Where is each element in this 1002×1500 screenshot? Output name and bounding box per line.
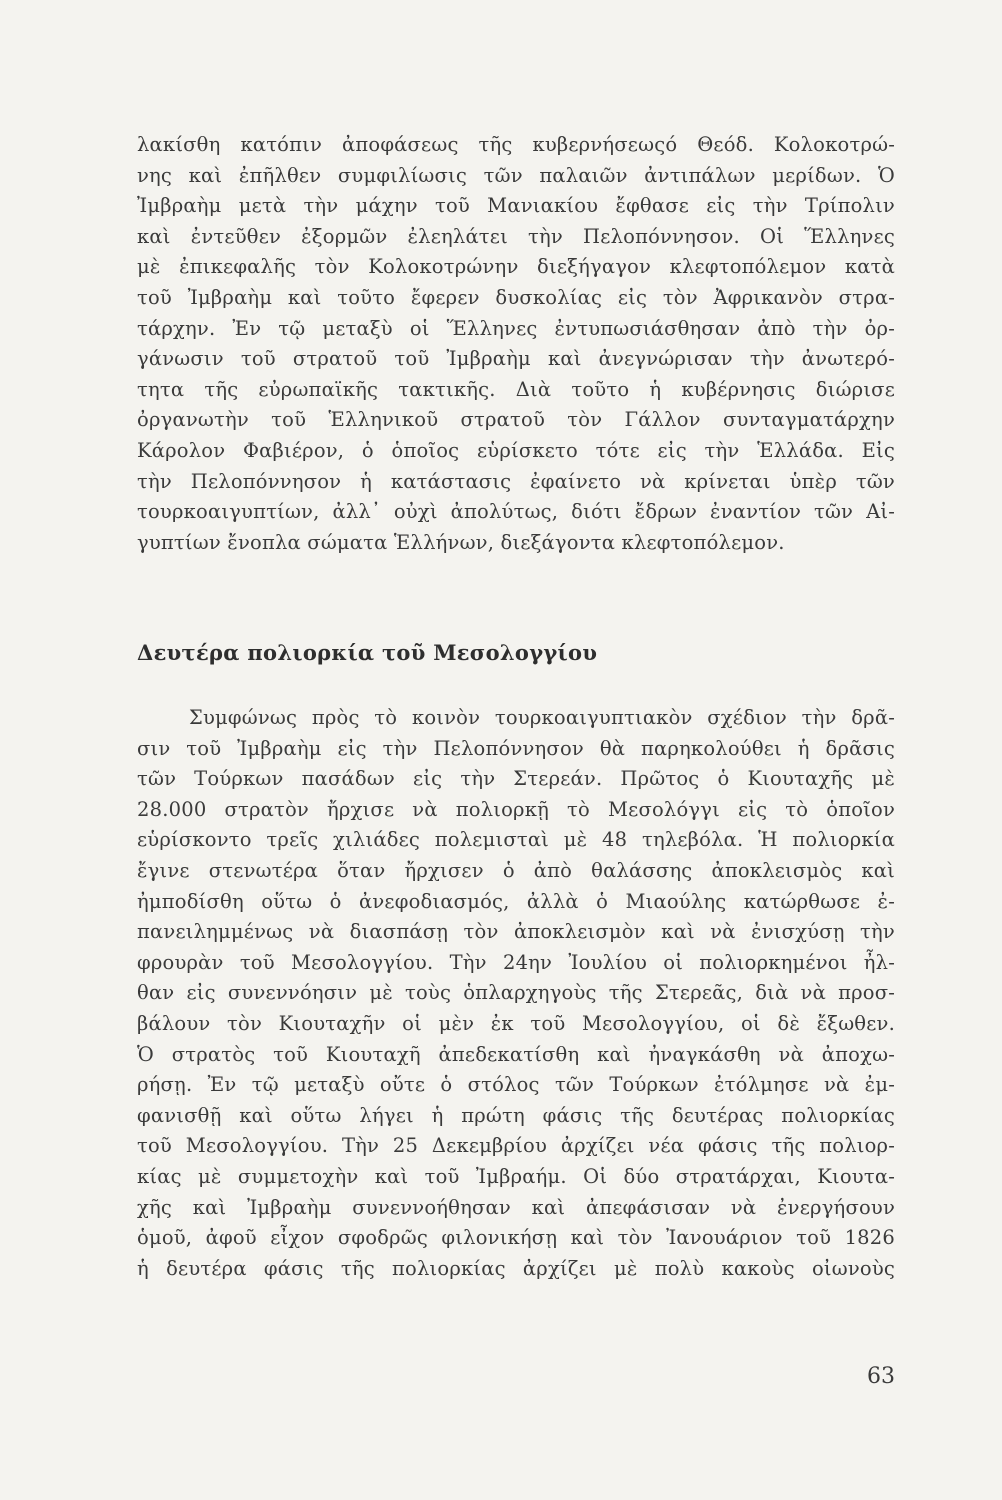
text-line: τουρκοαιγυπτίων, ἀλλ᾽ οὐχὶ ἀπολύτως, διότι ἔδρων ἐναντίον τῶν Αἰ- (137, 500, 895, 524)
text-line: νης καὶ ἐπῆλθεν συμφιλίωσις τῶν παλαιῶν ἀντιπάλων μερίδων. Ὁ (137, 163, 895, 187)
page-number: 63 (867, 1364, 895, 1389)
text-line: Κάρολον Φαβιέρον, ὁ ὁποῖος εὑρίσκετο τότε εἰς τὴν Ἑλλάδα. Εἰς (137, 438, 895, 462)
text-line: τάρχην. Ἐν τῷ μεταξὺ οἱ Ἕλληνες ἐντυπωσιάσθησαν ἀπὸ τὴν ὀρ- (137, 316, 895, 340)
text-line: ἔγινε στενωτέρα ὅταν ἤρχισεν ὁ ἀπὸ θαλάσσης ἀποκλεισμὸς καὶ (137, 858, 895, 882)
text-line: πανειλημμένως νὰ διασπάσῃ τὸν ἀποκλεισμὸν καὶ νὰ ἐνισχύσῃ τὴν (137, 920, 895, 944)
text-line: θαν εἰς συνεννόησιν μὲ τοὺς ὁπλαρχηγοὺς τῆς Στερεᾶς, διὰ νὰ προσ- (137, 981, 895, 1005)
text-line: γάνωσιν τοῦ στρατοῦ τοῦ Ἰμβραὴμ καὶ ἀνεγνώρισαν τὴν ἀνωτερό- (137, 347, 895, 371)
paragraph-2 (137, 703, 895, 1284)
text-line: τοῦ Μεσολογγίου. Τὴν 25 Δεκεμβρίου ἀρχίζει νέα φάσις τῆς πολιορ- (137, 1134, 895, 1158)
paragraph-1 (137, 130, 895, 558)
text-line: ὁμοῦ, ἀφοῦ εἶχον σφοδρῶς φιλονικήσῃ καὶ τὸν Ἰανουάριον τοῦ 1826 (137, 1226, 895, 1250)
section-heading: Δευτέρα πολιορκία τοῦ Μεσολογγίου (137, 640, 598, 665)
text-line: ἡ δευτέρα φάσις τῆς πολιορκίας ἀρχίζει μὲ πολὺ κακοὺς οἰωνοὺς (137, 1256, 895, 1280)
text-line: τῶν Τούρκων πασάδων εἰς τὴν Στερεάν. Πρῶτος ὁ Κιουταχῆς μὲ (137, 767, 895, 791)
text-line: Ἰμβραὴμ μετὰ τὴν μάχην τοῦ Μανιακίου ἔφθασε εἰς τὴν Τρίπολιν (137, 194, 895, 218)
text-line: καὶ ἐντεῦθεν ἐξορμῶν ἐλεηλάτει τὴν Πελοπόννησον. Οἱ Ἕλληνες (137, 224, 895, 248)
text-line: χῆς καὶ Ἰμβραὴμ συνεννοήθησαν καὶ ἀπεφάσισαν νὰ ἐνεργήσουν (137, 1195, 895, 1219)
text-line: γυπτίων ἔνοπλα σώματα Ἑλλήνων, διεξάγοντα κλεφτοπόλεμον. (137, 530, 785, 554)
text-line: κίας μὲ συμμετοχὴν καὶ τοῦ Ἰμβραήμ. Οἱ δύο στρατάρχαι, Κιουτα- (137, 1164, 895, 1188)
text-line: Συμφώνως πρὸς τὸ κοινὸν τουρκοαιγυπτιακὸν σχέδιον τὴν δρᾶ- (189, 706, 895, 729)
text-line: ρήσῃ. Ἐν τῷ μεταξὺ οὔτε ὁ στόλος τῶν Τούρκων ἐτόλμησε νὰ ἐμ- (137, 1073, 895, 1097)
text-line: εὑρίσκοντο τρεῖς χιλιάδες πολεμισταὶ μὲ 48 τηλεβόλα. Ἡ πολιορκία (137, 828, 895, 852)
text-line: Ὁ στρατὸς τοῦ Κιουταχῆ ἀπεδεκατίσθη καὶ ἠναγκάσθη νὰ ἀποχω- (137, 1042, 895, 1066)
text-line: φρουρὰν τοῦ Μεσολογγίου. Τὴν 24ην Ἰουλίου οἱ πολιορκημένοι ἦλ- (137, 950, 895, 974)
text-line: βάλουν τὸν Κιουταχῆν οἱ μὲν ἐκ τοῦ Μεσολογγίου, οἱ δὲ ἔξωθεν. (137, 1011, 895, 1035)
text-line: τοῦ Ἰμβραὴμ καὶ τοῦτο ἔφερεν δυσκολίας εἰς τὸν Ἀφρικανὸν στρα- (137, 285, 895, 309)
text-line: 28.000 στρατὸν ἤρχισε νὰ πολιορκῇ τὸ Μεσολόγγι εἰς τὸ ὁποῖον (137, 797, 895, 821)
text-line: τὴν Πελοπόννησον ἡ κατάστασις ἐφαίνετο νὰ κρίνεται ὑπὲρ τῶν (137, 469, 895, 493)
text-line: τητα τῆς εὐρωπαϊκῆς τακτικῆς. Διὰ τοῦτο ἡ κυβέρνησις διώρισε (137, 377, 895, 401)
text-line: μὲ ἐπικεφαλῆς τὸν Κολοκοτρώνην διεξήγαγον κλεφτοπόλεμον κατὰ (137, 255, 895, 279)
text-line: ὀργανωτὴν τοῦ Ἑλληνικοῦ στρατοῦ τὸν Γάλλον συνταγματάρχην (137, 408, 895, 432)
text-line: ἠμποδίσθη οὕτω ὁ ἀνεφοδιασμός, ἀλλὰ ὁ Μιαούλης κατώρθωσε ἐ- (137, 889, 895, 913)
text-line: λακίσθη κατόπιν ἀποφάσεως τῆς κυβερνήσεωςό Θεόδ. Κολοκοτρώ- (137, 133, 895, 156)
text-line: φανισθῇ καὶ οὕτω λήγει ἡ πρώτη φάσις τῆς δευτέρας πολιορκίας (137, 1103, 895, 1127)
text-line: σιν τοῦ Ἰμβραὴμ εἰς τὴν Πελοπόννησον θὰ παρηκολούθει ἡ δρᾶσις (137, 736, 895, 760)
